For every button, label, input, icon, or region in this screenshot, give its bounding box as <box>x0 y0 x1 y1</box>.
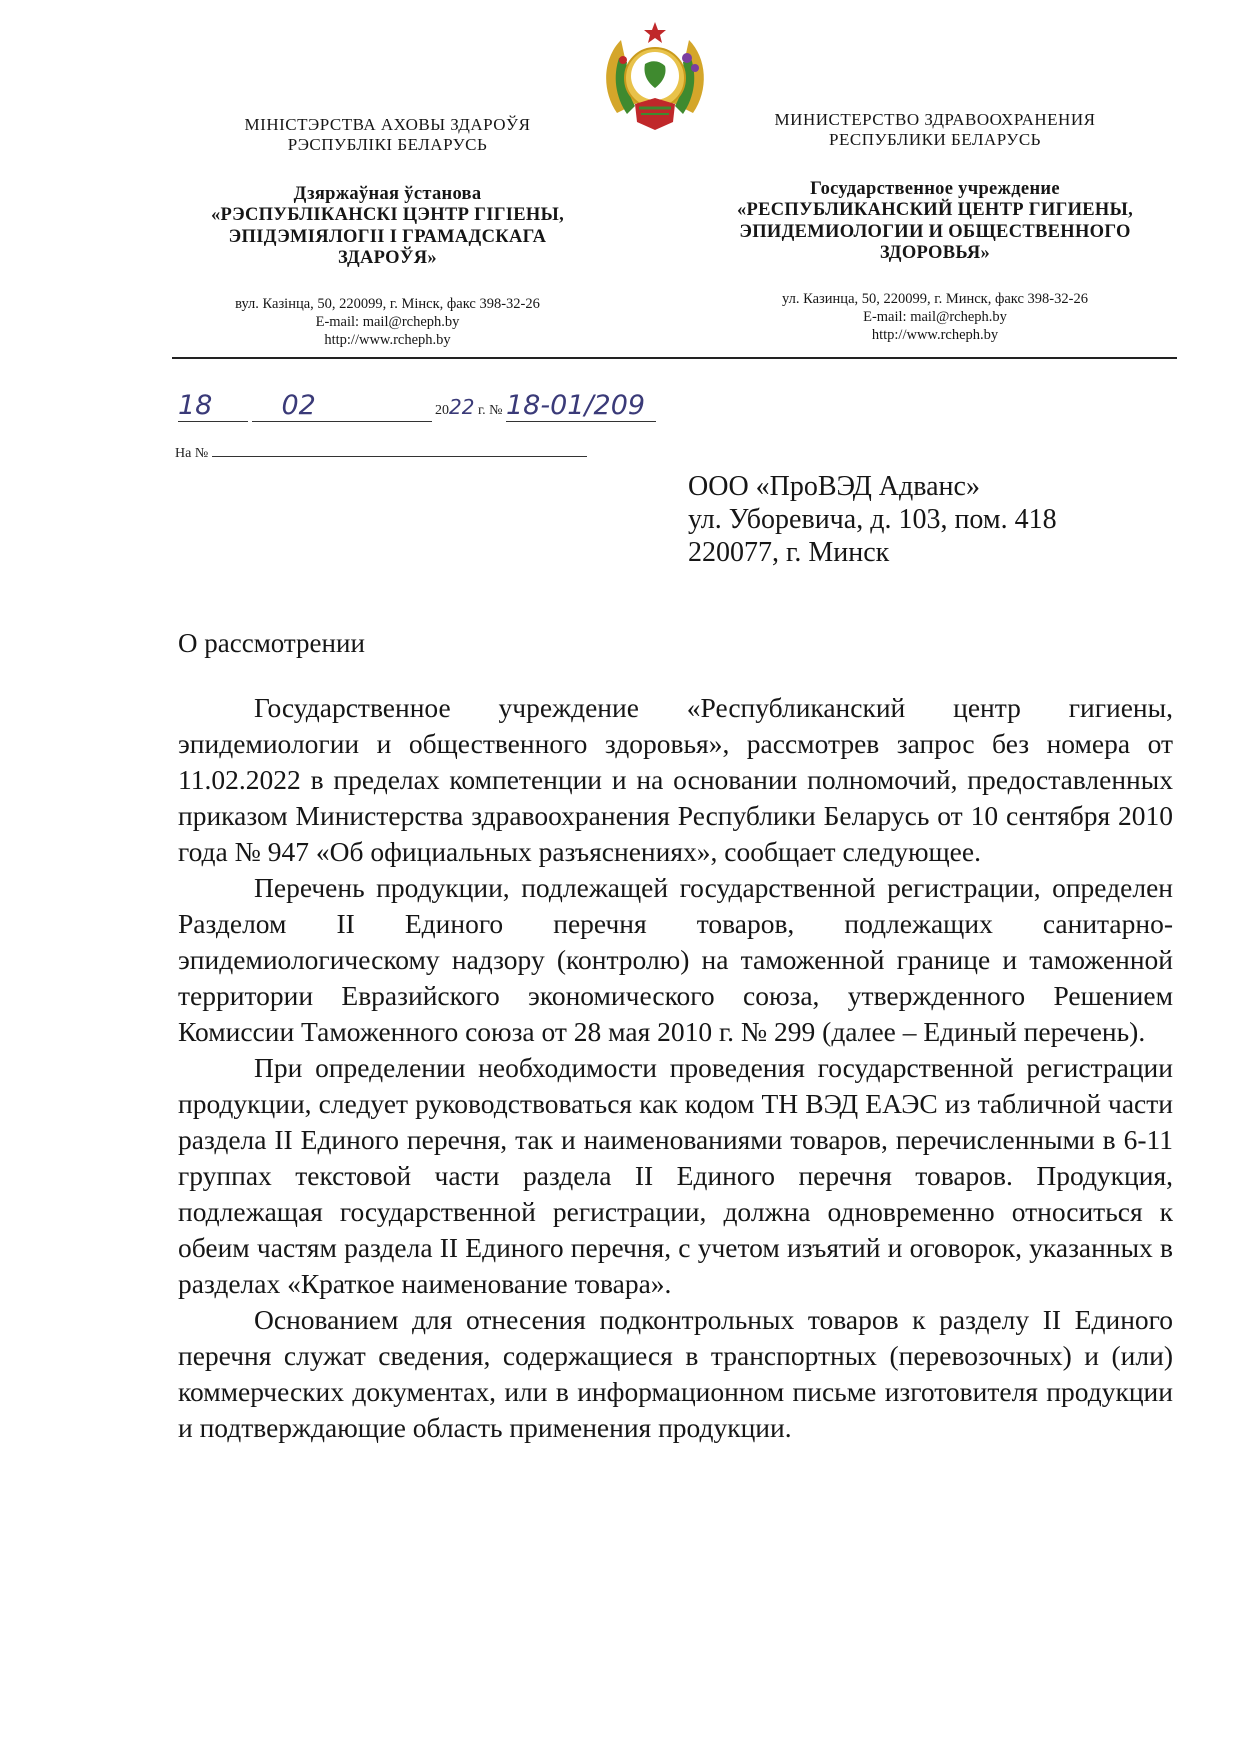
email-ru: E-mail: mail@rcheph.by <box>863 309 1007 326</box>
reg-year-prefix: 20 <box>435 403 449 418</box>
republic-name-ru: РЕСПУБЛИКИ БЕЛАРУСЬ <box>829 129 1041 149</box>
reg-year-label: г. <box>477 403 486 418</box>
reg-month: 02 <box>281 390 316 421</box>
body-paragraph-4: Основанием для отнесения подконтрольных товаров к разделу II Единого перечня служат сведения, содержащиеся в транспортных (перевозочных) и (или) коммерческих документах, или в информационном письме изготовителя продукции и подтверждающие область применения продукции. <box>178 1304 1173 1443</box>
institution-type-by: Дзяржаўная ўстанова <box>293 184 482 205</box>
email-by: E-mail: mail@rcheph.by <box>315 314 460 331</box>
reply-line <box>175 442 587 462</box>
address-by: вул. Казінца, 50, 220099, г. Мінск, факс 398-32-26 <box>235 296 540 313</box>
address-ru: ул. Казинца, 50, 220099, г. Минск, факс 398-32-26 <box>782 291 1088 308</box>
letterhead-divider <box>172 357 1177 359</box>
republic-name-by: РЭСПУБЛІКІ БЕЛАРУСЬ <box>287 134 488 154</box>
reg-day: 18 <box>178 390 213 421</box>
reply-number-blank <box>212 442 587 457</box>
ministry-name-by: МІНІСТЭРСТВА АХОВЫ ЗДАРОЎЯ <box>244 115 531 134</box>
reg-year-suffix: 22 <box>449 395 475 419</box>
reply-label: На № <box>175 446 209 461</box>
letter-body <box>178 690 1173 1446</box>
body-paragraph-2: Перечень продукции, подлежащей государственной регистрации, определен Разделом II Единого перечня товаров, подлежащих санитарно-эпидемиологическому надзору (контролю) на таможенной границе и таможенной территории Евразийского экономического союза, утвержденного Решением Комиссии Таможенного союза от 28 мая 2010 г. № 299 (далее – Единый перечень). <box>178 872 1173 1047</box>
institution-name-ru: «РЕСПУБЛИКАНСКИЙ ЦЕНТР ГИГИЕНЫ, ЭПИДЕМИОЛОГИИ И ОБЩЕСТВЕННОГО ЗДОРОВЬЯ» <box>736 200 1134 263</box>
body-paragraph-1: Государственное учреждение «Республиканский центр гигиены, эпидемиологии и общественного здоровья», рассмотрев запрос без номера от 11.02.2022 в пределах компетенции и на основании полномочий, предоставленных приказом Министерства здравоохранения Республики Беларусь от 10 сентября 2010 года № 947 «Об официальных разъяснениях», сообщает следующее. <box>178 692 1173 867</box>
website-ru: http://www.rcheph.by <box>871 327 999 344</box>
reg-number-label: № <box>489 403 503 418</box>
letterhead-right <box>700 110 1170 345</box>
letter-subject: О рассмотрении <box>178 628 365 658</box>
reg-number: 18-01/209 <box>505 390 646 421</box>
body-paragraph-3: При определении необходимости проведения государственной регистрации продукции, следует руководствоваться как кодом ТН ВЭД ЕАЭС из табличной части раздела II Единого перечня, так и наименованиями товаров, перечисленными в 6-11 группах текстовой части раздела II Единого перечня товаров. Продукция, подлежащая государственной регистрации, должна одновременно относиться к обеим частям раздела II Единого перечня, с учетом изъятий и оговорок, указанных в разделах «Краткое наименование товара». <box>178 1052 1173 1299</box>
registration-line <box>178 390 656 422</box>
institution-type-ru: Государственное учреждение <box>810 179 1060 200</box>
letterhead-left <box>150 115 625 350</box>
institution-name-by: «РЭСПУБЛІКАНСКІ ЦЭНТР ГІГІЕНЫ, ЭПІДЭМІЯЛОГІІ І ГРАМАДСКАГА ЗДАРОЎЯ» <box>211 205 564 268</box>
addressee-block: ООО «ПроВЭД Адванс» ул. Уборевича, д. 103, пом. 418 220077, г. Минск <box>688 471 1057 568</box>
website-by: http://www.rcheph.by <box>324 332 451 349</box>
ministry-name-ru: МИНИСТЕРСТВО ЗДРАВООХРАНЕНИЯ <box>774 110 1096 129</box>
